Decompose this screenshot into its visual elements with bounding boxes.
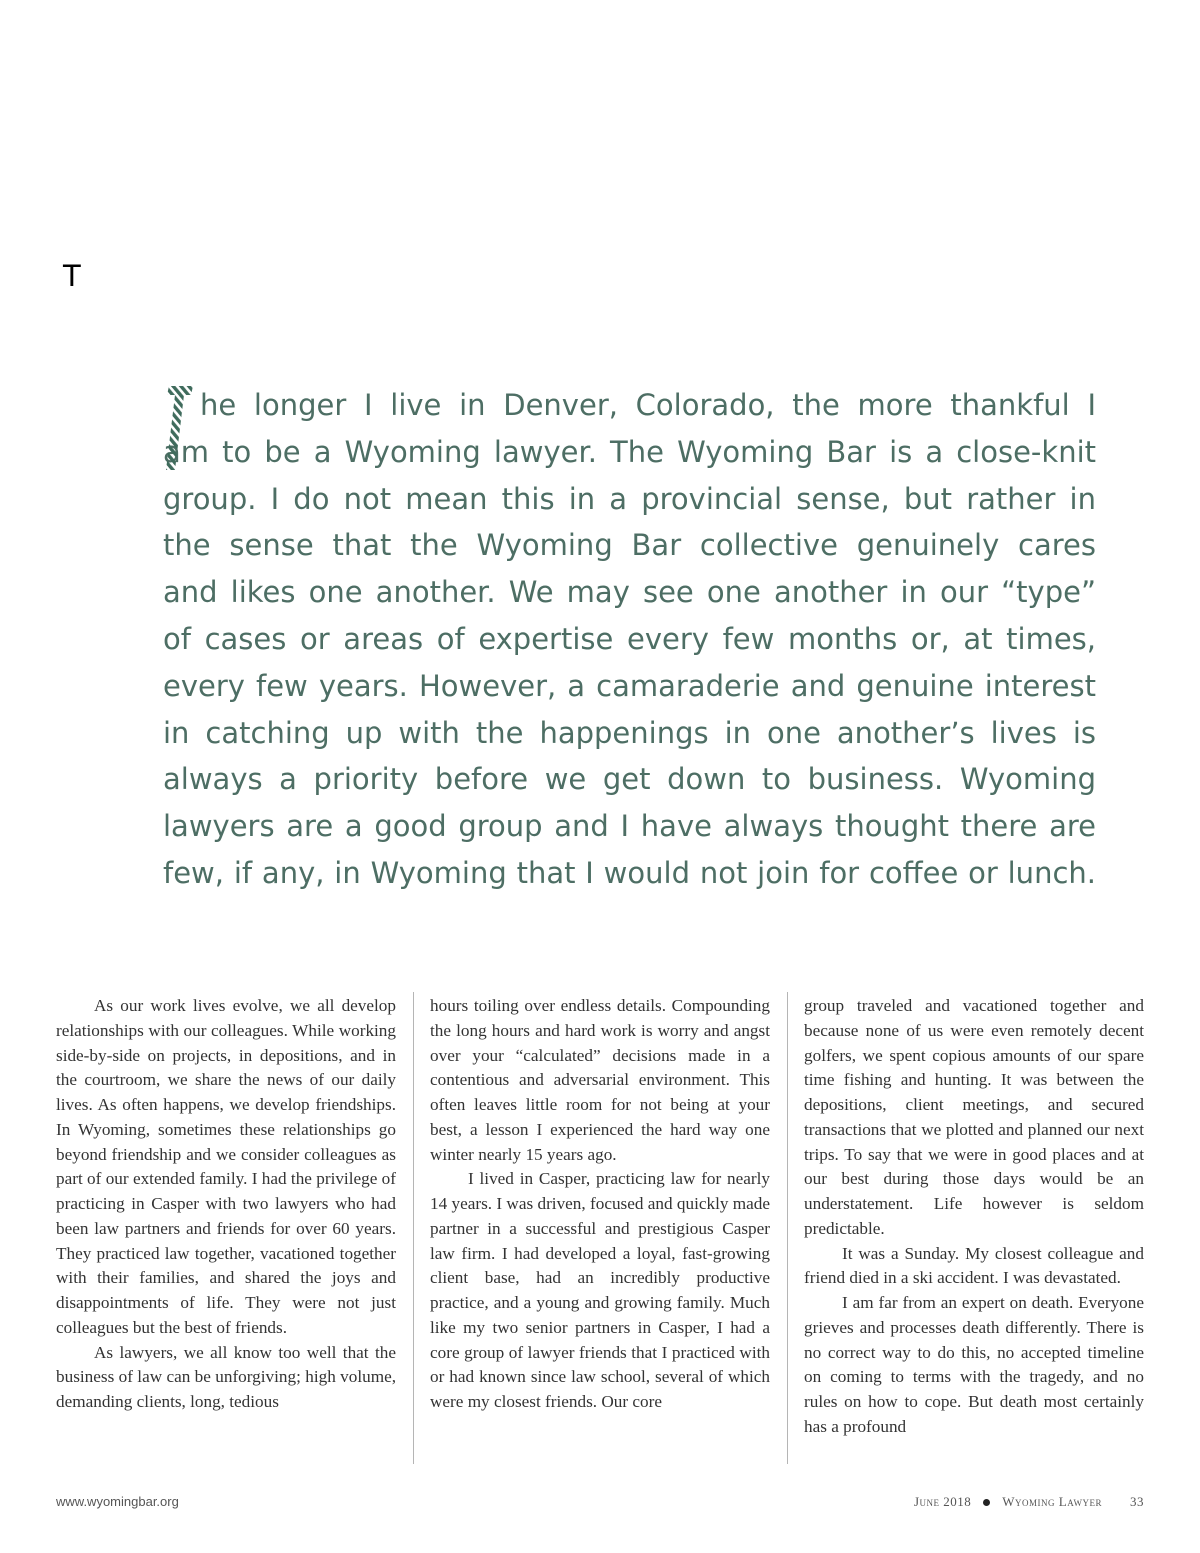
intro-line: in catching up with the happenings in one another’s lives is <box>163 715 1096 750</box>
article-column-3 <box>804 994 1144 1440</box>
footer-website: www.wyomingbar.org <box>56 1494 179 1509</box>
body-paragraph: I lived in Casper, practicing law for nearly 14 years. I was driven, focused and quickly made partner in a successful and prestigious Casper law firm. I had developed a loyal, fast-growing client base, had an incredibly productive practice, and a young and growing family. Much like my two senior partners in Casper, I had a core group of lawyer friends that I practiced with or had known since law school, several of which were my closest friends. Our core <box>430 1169 770 1411</box>
intro-line: of cases or areas of expertise every few months or, at times, <box>163 621 1096 656</box>
page-number: 33 <box>1130 1494 1144 1509</box>
intro-line: lawyers are a good group and I have always thought there are <box>163 809 1096 844</box>
footer-publication: Wyoming Lawyer <box>1002 1494 1102 1509</box>
column-divider <box>787 992 788 1464</box>
intro-line: few, if any, in Wyoming that I would not join for coffee or lunch. <box>163 855 1096 890</box>
body-paragraph: As lawyers, we all know too well that the business of law can be unforgiving; high volume, demanding clients, long, tedious <box>56 1342 396 1411</box>
body-paragraph: group traveled and vacationed together and because none of us were even remotely decent golfers, we spent copious amounts of our spare time fishing and hunting. It was between the depositions, client meetings, and secured transactions that we plotted and planned our next trips. To say that we were in good places and at our best during those days would be an understatement. Life however is seldom predictable. <box>804 996 1144 1238</box>
footer-issue-date: June 2018 <box>913 1494 972 1509</box>
column-divider <box>413 992 414 1464</box>
body-paragraph: As our work lives evolve, we all develop relationships with our colleagues. While working side-by-side on projects, in depositions, and in the courtroom, we share the news of our daily lives. As often happens, we develop friendships. In Wyoming, sometimes these relationships go beyond friendship and we consider colleagues as part of our extended family. I had the privilege of practicing in Casper with two lawyers who had been law partners and friends for over 60 years. They practiced law together, vacationed together with their families, and shared the joys and disappointments of life. They were not just colleagues but the best of friends. <box>56 996 396 1337</box>
footer-folio <box>914 1494 1144 1510</box>
body-paragraph: I am far from an expert on death. Everyone grieves and processes death differently. There is no correct way to do this, no accepted timeline on coming to terms with the tragedy, and no rules on how to cope. But death most certainly has a profound <box>804 1293 1144 1436</box>
intro-pull-paragraph <box>63 259 1096 897</box>
intro-line: always a priority before we get down to business. Wyoming <box>163 762 1096 797</box>
body-paragraph: hours toiling over endless details. Compounding the long hours and hard work is worry and angst over your “calculated” decisions made in a contentious and adversarial environment. This often leaves little room for not being at your best, a lesson I experienced the hard way one winter nearly 15 years ago. <box>430 996 770 1164</box>
intro-line: the sense that the Wyoming Bar collective genuinely cares <box>163 528 1096 563</box>
intro-line: he longer I live in Denver, Colorado, the more thankful I <box>200 388 1096 422</box>
intro-line: group. I do not mean this in a provincial sense, but rather in <box>163 481 1096 516</box>
bullet-icon <box>983 1499 990 1506</box>
dropcap-t-letter <box>63 259 193 470</box>
body-paragraph: It was a Sunday. My closest colleague and friend died in a ski accident. I was devastated. <box>804 1243 1144 1288</box>
intro-line: am to be a Wyoming lawyer. The Wyoming Bar is a close-knit <box>163 434 1096 469</box>
article-column-1 <box>56 994 396 1415</box>
svg-text:T: T <box>63 259 81 293</box>
intro-line: every few years. However, a camaraderie and genuine interest <box>163 668 1096 703</box>
intro-line: and likes one another. We may see one another in our “type” <box>163 575 1096 610</box>
article-column-2 <box>430 994 770 1415</box>
